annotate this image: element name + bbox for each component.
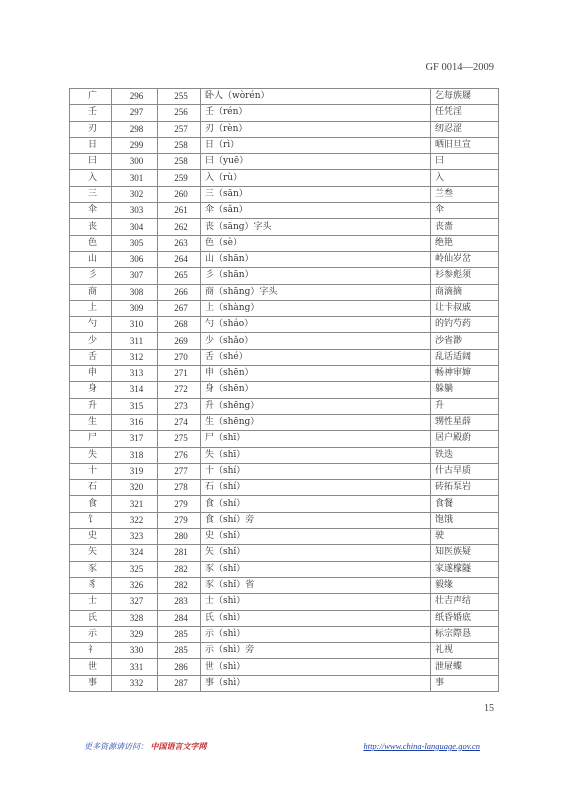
radical-cell: 日 [70, 137, 112, 153]
radical-cell: 舌 [70, 349, 112, 365]
radical-cell: 商 [70, 284, 112, 300]
radical-number-cell: 261 [158, 203, 201, 219]
table-row [70, 284, 499, 300]
document-code: GF 0014—2009 [425, 62, 494, 73]
radical-cell: 勺 [70, 317, 112, 333]
table-row [70, 414, 499, 430]
radical-name-cell: 三（sān） [201, 186, 431, 202]
example-chars-cell: 知医族疑 [431, 545, 499, 561]
table-row [70, 203, 499, 219]
table-row [70, 675, 499, 691]
footer-site-name[interactable]: 中国语言文字网 [150, 741, 207, 751]
radical-number-cell: 284 [158, 610, 201, 626]
table-row [70, 610, 499, 626]
sequence-number-cell: 315 [112, 398, 158, 414]
sequence-number-cell: 330 [112, 643, 158, 659]
radical-number-cell: 286 [158, 659, 201, 675]
table-row [70, 561, 499, 577]
page-number: 15 [484, 703, 494, 714]
sequence-number-cell: 324 [112, 545, 158, 561]
table-row [70, 480, 499, 496]
example-chars-cell: 岭仙岁岔 [431, 251, 499, 267]
radical-number-cell: 282 [158, 577, 201, 593]
radical-name-cell: 食（shí）旁 [201, 512, 431, 528]
sequence-number-cell: 297 [112, 105, 158, 121]
radical-name-cell: 日（rì） [201, 137, 431, 153]
radical-name-cell: 卧人（wòrén） [201, 89, 431, 105]
radical-cell: 示 [70, 626, 112, 642]
radical-number-cell: 283 [158, 594, 201, 610]
radical-cell: 事 [70, 675, 112, 691]
radical-name-cell: 身（shēn） [201, 382, 431, 398]
radical-cell: 刃 [70, 121, 112, 137]
radical-number-cell: 272 [158, 382, 201, 398]
radical-name-cell: 史（shǐ） [201, 529, 431, 545]
radical-number-cell: 265 [158, 268, 201, 284]
table-row [70, 545, 499, 561]
example-chars-cell: 壮吉声结 [431, 594, 499, 610]
radical-name-cell: 十（shí） [201, 463, 431, 479]
radical-name-cell: 石（shí） [201, 480, 431, 496]
table-row [70, 105, 499, 121]
sequence-number-cell: 325 [112, 561, 158, 577]
table-row [70, 89, 499, 105]
radical-cell: 升 [70, 398, 112, 414]
example-chars-cell: 升 [431, 398, 499, 414]
radical-name-cell: 豕（shǐ）省 [201, 577, 431, 593]
sequence-number-cell: 318 [112, 447, 158, 463]
sequence-number-cell: 316 [112, 414, 158, 430]
radical-name-cell: 丧（sāng）字头 [201, 219, 431, 235]
footer-resource-note [84, 741, 207, 752]
table-row [70, 643, 499, 659]
radical-name-cell: 示（shì） [201, 626, 431, 642]
table-row [70, 121, 499, 137]
sequence-number-cell: 312 [112, 349, 158, 365]
example-chars-cell: 纫忍涩 [431, 121, 499, 137]
radical-cell: 三 [70, 186, 112, 202]
radical-number-cell: 285 [158, 626, 201, 642]
example-chars-cell: 毅缘 [431, 577, 499, 593]
sequence-number-cell: 329 [112, 626, 158, 642]
example-chars-cell: 砖拓泵岩 [431, 480, 499, 496]
example-chars-cell: 乱话适阔 [431, 349, 499, 365]
radical-cell: 生 [70, 414, 112, 430]
radical-cell: 食 [70, 496, 112, 512]
sequence-number-cell: 327 [112, 594, 158, 610]
radical-cell: 山 [70, 251, 112, 267]
radical-number-cell: 282 [158, 561, 201, 577]
sequence-number-cell: 317 [112, 431, 158, 447]
table-row [70, 219, 499, 235]
example-chars-cell: 泄屉蝶 [431, 659, 499, 675]
radical-number-cell: 269 [158, 333, 201, 349]
radical-cell: 申 [70, 366, 112, 382]
sequence-number-cell: 305 [112, 235, 158, 251]
radical-number-cell: 257 [158, 121, 201, 137]
table-row [70, 268, 499, 284]
sequence-number-cell: 331 [112, 659, 158, 675]
table-row [70, 626, 499, 642]
radical-cell: 饣 [70, 512, 112, 528]
example-chars-cell: 甥性星薛 [431, 414, 499, 430]
example-chars-cell: 绝艳 [431, 235, 499, 251]
table-row [70, 186, 499, 202]
radical-number-cell: 287 [158, 675, 201, 691]
radical-cell: 豸 [70, 577, 112, 593]
radical-cell: 失 [70, 447, 112, 463]
radical-number-cell: 258 [158, 137, 201, 153]
radical-number-cell: 281 [158, 545, 201, 561]
table-row [70, 529, 499, 545]
radical-number-cell: 285 [158, 643, 201, 659]
radical-cell: 上 [70, 300, 112, 316]
radical-table [69, 88, 499, 692]
radical-cell: 彡 [70, 268, 112, 284]
table-row [70, 447, 499, 463]
table-row [70, 463, 499, 479]
sequence-number-cell: 310 [112, 317, 158, 333]
radical-number-cell: 270 [158, 349, 201, 365]
example-chars-cell: 畅神审婶 [431, 366, 499, 382]
table-row [70, 317, 499, 333]
radical-number-cell: 279 [158, 512, 201, 528]
radical-name-cell: 世（shì） [201, 659, 431, 675]
table-row [70, 496, 499, 512]
radical-number-cell: 255 [158, 89, 201, 105]
radical-name-cell: 曰（yuē） [201, 154, 431, 170]
table-row [70, 333, 499, 349]
radical-name-cell: 伞（sǎn） [201, 203, 431, 219]
radical-table-body [70, 89, 499, 692]
radical-cell: 氏 [70, 610, 112, 626]
radical-name-cell: 生（shēng） [201, 414, 431, 430]
radical-name-cell: 壬（rén） [201, 105, 431, 121]
example-chars-cell: 驶 [431, 529, 499, 545]
footer-url-link[interactable]: http://www.china-language.gov.cn [363, 741, 480, 751]
radical-name-cell: 食（shí） [201, 496, 431, 512]
radical-number-cell: 280 [158, 529, 201, 545]
radical-cell: 石 [70, 480, 112, 496]
radical-cell: 矢 [70, 545, 112, 561]
example-chars-cell: 什古早质 [431, 463, 499, 479]
sequence-number-cell: 309 [112, 300, 158, 316]
radical-cell: 尸 [70, 431, 112, 447]
radical-number-cell: 264 [158, 251, 201, 267]
radical-cell: 入 [70, 170, 112, 186]
radical-name-cell: 色（sè） [201, 235, 431, 251]
footer-prefix: 更多资源请访问： [84, 742, 148, 751]
radical-number-cell: 278 [158, 480, 201, 496]
radical-cell: 士 [70, 594, 112, 610]
radical-cell: 史 [70, 529, 112, 545]
table-row [70, 431, 499, 447]
radical-number-cell: 271 [158, 366, 201, 382]
radical-name-cell: 事（shì） [201, 675, 431, 691]
radical-name-cell: 舌（shé） [201, 349, 431, 365]
sequence-number-cell: 326 [112, 577, 158, 593]
example-chars-cell: 让卡叔戚 [431, 300, 499, 316]
radical-name-cell: 申（shēn） [201, 366, 431, 382]
sequence-number-cell: 319 [112, 463, 158, 479]
sequence-number-cell: 298 [112, 121, 158, 137]
table-row [70, 154, 499, 170]
example-chars-cell: 晒旧旦宣 [431, 137, 499, 153]
radical-number-cell: 268 [158, 317, 201, 333]
radical-number-cell: 279 [158, 496, 201, 512]
sequence-number-cell: 311 [112, 333, 158, 349]
table-row [70, 382, 499, 398]
example-chars-cell: 居户殿蔚 [431, 431, 499, 447]
radical-cell: 伞 [70, 203, 112, 219]
example-chars-cell: 兰叁 [431, 186, 499, 202]
radical-number-cell: 273 [158, 398, 201, 414]
sequence-number-cell: 320 [112, 480, 158, 496]
radical-name-cell: 尸（shī） [201, 431, 431, 447]
table-row [70, 366, 499, 382]
example-chars-cell: 商滴摘 [431, 284, 499, 300]
example-chars-cell: 入 [431, 170, 499, 186]
example-chars-cell: 曰 [431, 154, 499, 170]
radical-number-cell: 262 [158, 219, 201, 235]
radical-number-cell: 256 [158, 105, 201, 121]
radical-cell: 壬 [70, 105, 112, 121]
radical-name-cell: 氏（shì） [201, 610, 431, 626]
radical-name-cell: 少（shǎo） [201, 333, 431, 349]
table-row [70, 300, 499, 316]
radical-number-cell: 260 [158, 186, 201, 202]
radical-name-cell: 上（shàng） [201, 300, 431, 316]
sequence-number-cell: 296 [112, 89, 158, 105]
table-row [70, 349, 499, 365]
radical-name-cell: 失（shī） [201, 447, 431, 463]
sequence-number-cell: 302 [112, 186, 158, 202]
sequence-number-cell: 313 [112, 366, 158, 382]
radical-number-cell: 267 [158, 300, 201, 316]
table-row [70, 577, 499, 593]
radical-number-cell: 258 [158, 154, 201, 170]
example-chars-cell: 伞 [431, 203, 499, 219]
table-row [70, 251, 499, 267]
example-chars-cell: 事 [431, 675, 499, 691]
table-row [70, 659, 499, 675]
radical-cell: 曰 [70, 154, 112, 170]
sequence-number-cell: 306 [112, 251, 158, 267]
example-chars-cell: 衫参彪须 [431, 268, 499, 284]
radical-name-cell: 山（shān） [201, 251, 431, 267]
sequence-number-cell: 323 [112, 529, 158, 545]
radical-number-cell: 259 [158, 170, 201, 186]
radical-number-cell: 277 [158, 463, 201, 479]
radical-cell: 豕 [70, 561, 112, 577]
example-chars-cell: 沙省渺 [431, 333, 499, 349]
radical-number-cell: 276 [158, 447, 201, 463]
sequence-number-cell: 299 [112, 137, 158, 153]
table-row [70, 398, 499, 414]
radical-name-cell: 彡（shān） [201, 268, 431, 284]
sequence-number-cell: 300 [112, 154, 158, 170]
table-row [70, 594, 499, 610]
sequence-number-cell: 307 [112, 268, 158, 284]
radical-name-cell: 商（shāng）字头 [201, 284, 431, 300]
example-chars-cell: 纸昏婚底 [431, 610, 499, 626]
radical-cell: 身 [70, 382, 112, 398]
radical-name-cell: 矢（shǐ） [201, 545, 431, 561]
radical-name-cell: 升（shēng） [201, 398, 431, 414]
table-row [70, 137, 499, 153]
sequence-number-cell: 328 [112, 610, 158, 626]
example-chars-cell: 的钓芍药 [431, 317, 499, 333]
table-row [70, 512, 499, 528]
sequence-number-cell: 332 [112, 675, 158, 691]
example-chars-cell: 乞每族屦 [431, 89, 499, 105]
radical-cell: 色 [70, 235, 112, 251]
sequence-number-cell: 308 [112, 284, 158, 300]
sequence-number-cell: 304 [112, 219, 158, 235]
radical-cell: 世 [70, 659, 112, 675]
radical-number-cell: 274 [158, 414, 201, 430]
example-chars-cell: 标宗際恳 [431, 626, 499, 642]
radical-number-cell: 263 [158, 235, 201, 251]
radical-name-cell: 刃（rèn） [201, 121, 431, 137]
radical-cell: 广 [70, 89, 112, 105]
radical-name-cell: 示（shì）旁 [201, 643, 431, 659]
radical-number-cell: 266 [158, 284, 201, 300]
sequence-number-cell: 303 [112, 203, 158, 219]
example-chars-cell: 任凭淫 [431, 105, 499, 121]
radical-cell: 少 [70, 333, 112, 349]
table-row [70, 170, 499, 186]
radical-number-cell: 275 [158, 431, 201, 447]
radical-name-cell: 士（shì） [201, 594, 431, 610]
sequence-number-cell: 301 [112, 170, 158, 186]
radical-cell: 丧 [70, 219, 112, 235]
radical-name-cell: 入（rù） [201, 170, 431, 186]
example-chars-cell: 家遂檬隧 [431, 561, 499, 577]
example-chars-cell: 丧嗇 [431, 219, 499, 235]
radical-name-cell: 勺（sháo） [201, 317, 431, 333]
example-chars-cell: 躲躺 [431, 382, 499, 398]
sequence-number-cell: 314 [112, 382, 158, 398]
radical-cell: 十 [70, 463, 112, 479]
example-chars-cell: 铁迭 [431, 447, 499, 463]
radical-name-cell: 豕（shǐ） [201, 561, 431, 577]
table-row [70, 235, 499, 251]
example-chars-cell: 食餐 [431, 496, 499, 512]
example-chars-cell: 饱饿 [431, 512, 499, 528]
sequence-number-cell: 321 [112, 496, 158, 512]
example-chars-cell: 礼视 [431, 643, 499, 659]
sequence-number-cell: 322 [112, 512, 158, 528]
radical-cell: 礻 [70, 643, 112, 659]
